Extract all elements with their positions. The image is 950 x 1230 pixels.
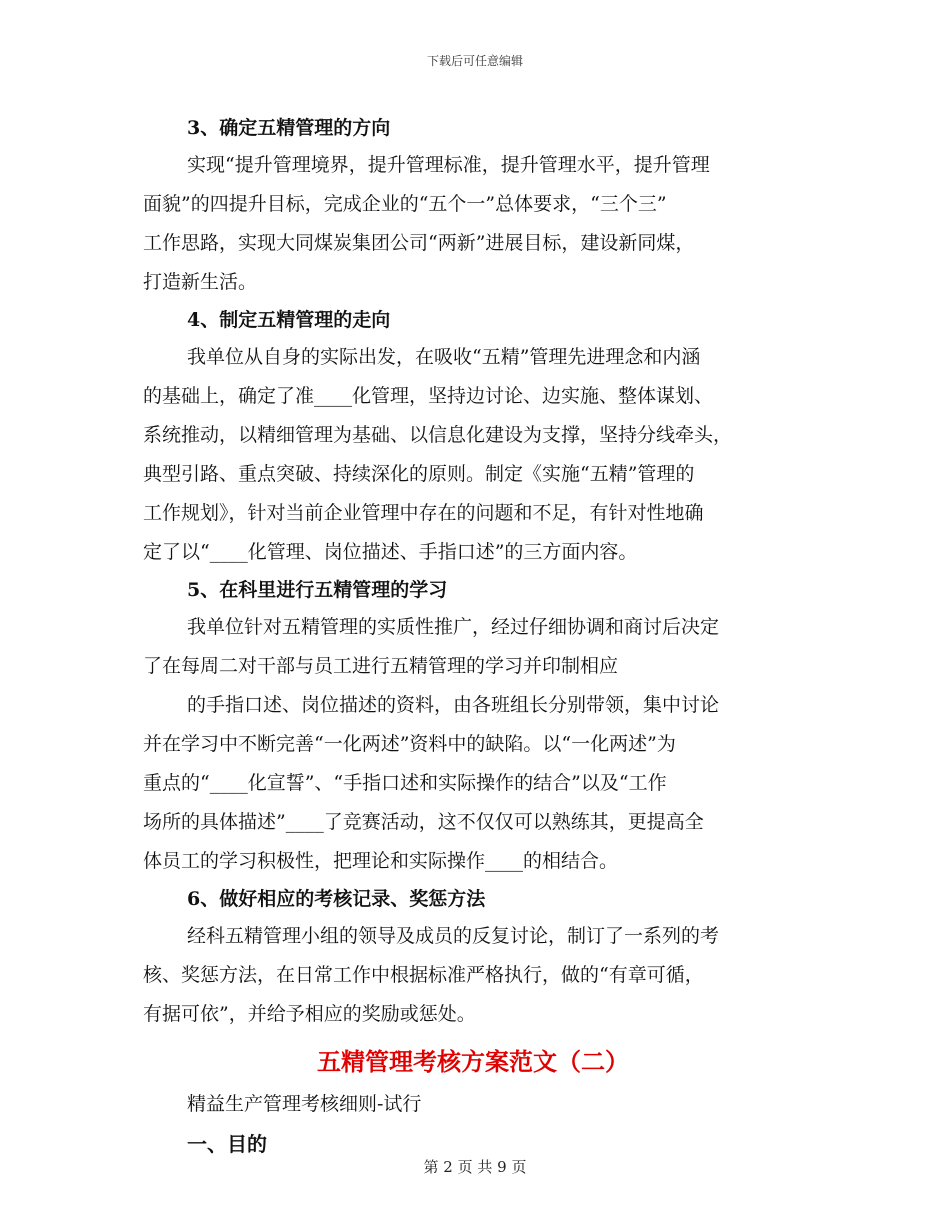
text-line: 核、奖惩方法，在日常工作中根据标准严格执行，做的“有章可循， (143, 964, 704, 986)
text-line: 的基础上，确定了准____化管理，坚持边讨论、边实施、整体谋划、 (143, 385, 714, 407)
text-line: 工作思路，实现大同煤炭集团公司“两新”进展目标，建设新同煤， (143, 232, 695, 254)
text-line: 我单位从自身的实际出发，在吸收“五精”管理先进理念和内涵 (187, 346, 701, 368)
section-5-paragraph-b (143, 686, 803, 881)
section-3-heading: 3、确定五精管理的方向 (187, 117, 391, 139)
section-5-paragraph-a (143, 608, 803, 686)
text-line: 有据可依”，并给予相应的奖励或惩处。 (143, 1003, 476, 1025)
document-body (143, 110, 803, 1164)
text-line: 重点的“____化宣誓”、“手指口述和实际操作的结合”以及“工作 (143, 772, 667, 794)
text-line: 并在学习中不断完善“一化两述”资料中的缺陷。以“一化两述”为 (143, 733, 676, 755)
text-line: 工作规划》，针对当前企业管理中存在的问题和不足，有针对性地确 (143, 502, 704, 524)
page-footer: 第 2 页 共 9 页 (423, 1158, 527, 1176)
section-6-heading: 6、做好相应的考核记录、奖惩方法 (187, 888, 486, 910)
document-title: 五精管理考核方案范文（二） (317, 1047, 629, 1076)
section-5-heading: 5、在科里进行五精管理的学习 (187, 579, 448, 601)
text-line: 典型引路、重点突破、持续深化的原则。制定《实施“五精”管理的 (143, 463, 695, 485)
text-line: 面貌”的四提升目标，完成企业的“五个一”总体要求，“三个三” (143, 193, 667, 215)
section-3-paragraph (143, 146, 803, 302)
text-line: 打造新生活。 (143, 271, 258, 293)
text-line: 我单位针对五精管理的实质性推广，经过仔细协调和商讨后决定 (187, 616, 720, 638)
page-header: 下载后可任意编辑 (426, 54, 523, 68)
section-one-heading: 一、目的 (187, 1132, 267, 1156)
section-4-heading: 4、制定五精管理的走向 (187, 309, 391, 331)
section-6-paragraph (143, 917, 803, 1034)
text-line: 实现“提升管理境界，提升管理标准，提升管理水平，提升管理 (187, 154, 710, 176)
text-line: 的手指口述、岗位描述的资料，由各班组长分别带领，集中讨论 (187, 694, 720, 716)
text-line: 场所的具体描述”____了竞赛活动，这不仅仅可以熟练其，更提高全 (143, 811, 704, 833)
text-line: 了在每周二对干部与员工进行五精管理的学习并印制相应 (143, 655, 619, 677)
text-line: 系统推动，以精细管理为基础、以信息化建设为支撑，坚持分线牵头， (143, 424, 733, 446)
text-line: 定了以“____化管理、岗位描述、手指口述”的三方面内容。 (143, 541, 638, 563)
document-subtitle: 精益生产管理考核细则-试行 (187, 1093, 422, 1115)
text-line: 体员工的学习积极性，把理论和实际操作____的相结合。 (143, 850, 619, 872)
section-4-paragraph (143, 338, 803, 572)
text-line: 经科五精管理小组的领导及成员的反复讨论，制订了一系列的考 (187, 925, 720, 947)
